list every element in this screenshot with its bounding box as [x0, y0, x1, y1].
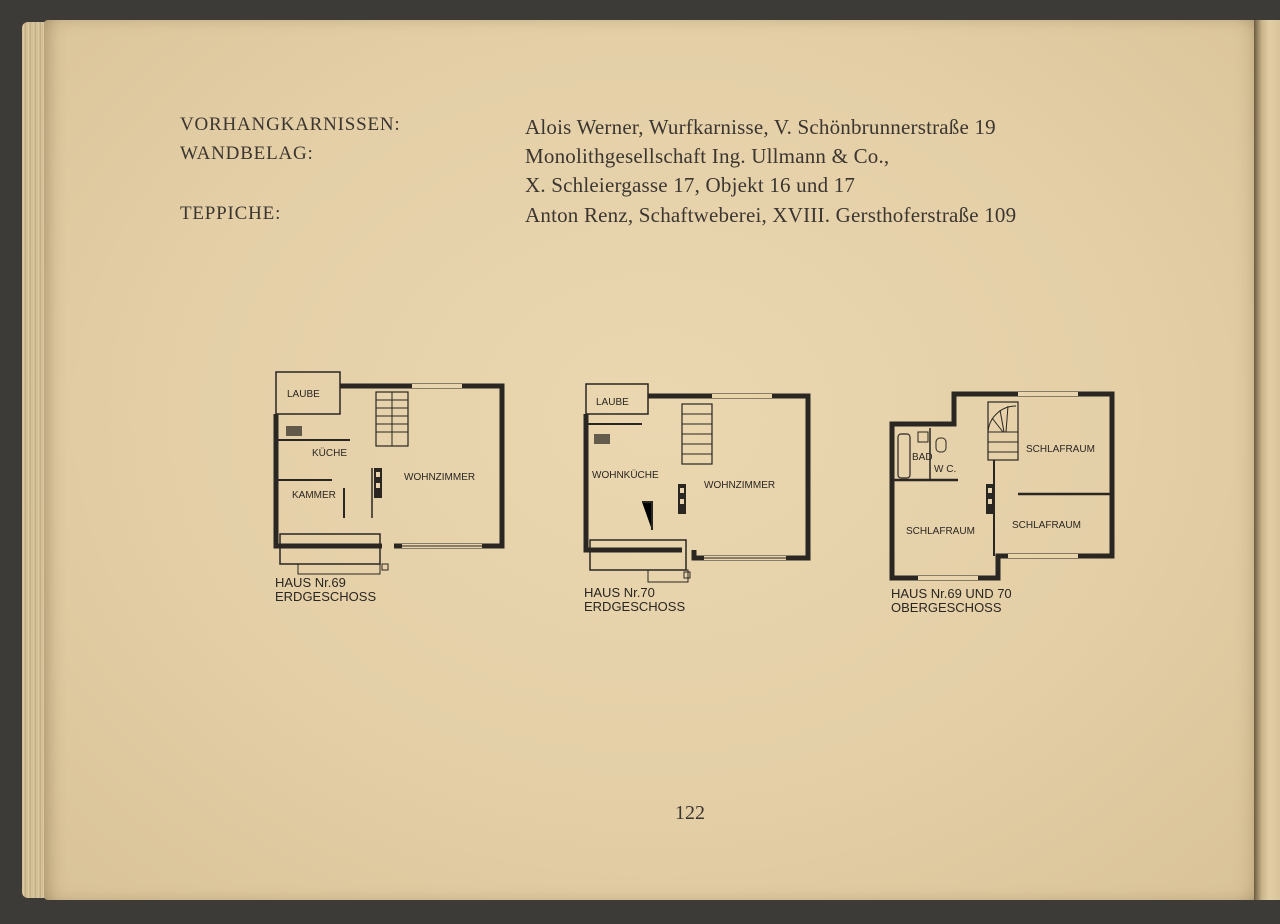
plan-caption-haus-69-floor: ERDGESCHOSS — [275, 589, 377, 604]
facing-page-edge — [1254, 20, 1280, 900]
floor-plan-haus-69-erdgeschoss — [272, 368, 512, 580]
room-label-kammer: KAMMER — [292, 490, 336, 501]
room-label-schlafraum-2: SCHLAFRAUM — [906, 526, 975, 537]
room-label-schlafraum-3: SCHLAFRAUM — [1012, 520, 1081, 531]
entry-value-wandbelag-line2: X. Schleiergasse 17, Objekt 16 und 17 — [525, 173, 856, 197]
floor-plan-obergeschoss — [888, 388, 1128, 588]
plan-caption-haus-69-title: HAUS Nr.69 — [275, 575, 346, 590]
room-label-wohnzimmer: WOHNZIMMER — [404, 472, 476, 483]
entry-label-teppiche: TEPPICHE: — [180, 203, 282, 224]
entry-label-wandbelag: WANDBELAG: — [180, 143, 314, 164]
plan-caption-haus-70-title: HAUS Nr.70 — [584, 585, 655, 600]
entry-value-teppiche: Anton Renz, Schaftweberei, XVIII. Gersthoferstraße 109 — [525, 203, 1017, 227]
room-label-schlafraum-1: SCHLAFRAUM — [1026, 444, 1095, 455]
room-label-kueche: KÜCHE — [312, 448, 348, 459]
room-label-wohnkueche: WOHNKÜCHE — [592, 470, 659, 481]
room-label-wc: W C. — [934, 464, 957, 475]
plan-caption-haus-70-floor: ERDGESCHOSS — [584, 599, 686, 614]
plan-caption-obergeschoss-floor: OBERGESCHOSS — [891, 600, 1002, 615]
room-label-laube: LAUBE — [287, 389, 320, 400]
room-label-bad: BAD — [912, 452, 933, 463]
plan-caption-obergeschoss-title: HAUS Nr.69 UND 70 — [891, 586, 1012, 601]
room-label-wohnzimmer-70: WOHNZIMMER — [704, 480, 776, 491]
entry-value-wandbelag-line1: Monolithgesellschaft Ing. Ullmann & Co., — [525, 144, 890, 168]
floor-plan-haus-70-erdgeschoss — [582, 380, 822, 592]
entry-label-vorhangkarnissen: VORHANGKARNISSEN: — [180, 114, 401, 135]
entry-value-vorhangkarnissen: Alois Werner, Wurfkarnisse, V. Schönbrunnerstraße 19 — [525, 115, 996, 139]
room-label-laube-70: LAUBE — [596, 397, 629, 408]
page-number: 122 — [675, 802, 705, 824]
